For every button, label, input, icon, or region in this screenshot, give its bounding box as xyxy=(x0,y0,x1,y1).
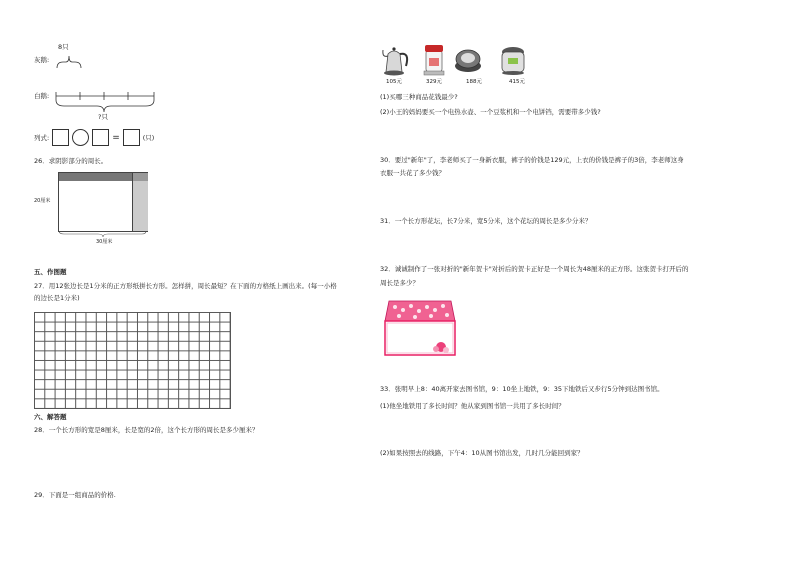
griddle-icon xyxy=(455,50,481,72)
section-5-title: 五、作图题 xyxy=(34,268,67,276)
gray-goose-label: 灰鹅: xyxy=(34,56,50,64)
grid-paper[interactable] xyxy=(34,312,231,409)
rice-cooker-icon xyxy=(502,47,524,75)
q33-sub2: (2)如果按照去的线路，下午4：10从图书馆出发，几时几分能回到家？ xyxy=(380,449,584,457)
q27-line2: 的边长是1分米) xyxy=(34,294,80,302)
height-label: 20厘米 xyxy=(34,198,51,204)
q27-line1: 27．用12张边长是1分米的正方形纸拼长方形。怎样拼，周长最短？在下面的方格纸上画出来。(每一小格 xyxy=(34,282,337,290)
price-cooker: 415元 xyxy=(509,79,525,85)
product-images xyxy=(380,40,540,80)
width-brace xyxy=(58,230,148,238)
q30-line1: 30．要过"新年"了，李老师买了一身新衣服，裤子的价钱是129元，上衣的价钱是裤子的3倍，李老师这身 xyxy=(380,156,684,164)
q33-text: 33．张明早上8：40离开家去图书馆，9：10坐上地铁，9：35下地铁后又步行5分钟到达图书馆。 xyxy=(380,385,664,393)
operator-circle[interactable] xyxy=(72,129,89,146)
formula-label: 列式: xyxy=(34,133,50,142)
q29-text: 29．下面是一组商品的价格. xyxy=(34,491,116,499)
bottom-brace xyxy=(56,100,154,112)
price-kettle: 105元 xyxy=(386,79,402,85)
juicer-icon xyxy=(424,45,444,75)
q30-line2: 衣服一共花了多少钱？ xyxy=(380,169,445,177)
greeting-card-image xyxy=(381,297,457,359)
top-count-label: 8只 xyxy=(58,43,69,51)
q33-sub1: (1)他坐地铁用了多长时间？他从家到图书馆一共用了多长时间？ xyxy=(380,402,565,410)
corner-shade xyxy=(133,173,148,181)
q31-text: 31．一个长方形花坛，长7分米，宽5分米，这个花坛的周长是多少分米？ xyxy=(380,217,592,225)
q26-text: 26．求阴影部分的周长。 xyxy=(34,157,108,165)
section-6-title: 六、解答题 xyxy=(34,413,67,421)
answer-box-2[interactable] xyxy=(92,129,109,146)
bottom-count-label: ?只 xyxy=(98,113,108,121)
width-label: 30厘米 xyxy=(96,239,113,245)
answer-box-3[interactable] xyxy=(123,129,140,146)
formula-row xyxy=(34,129,154,146)
equals-sign: = xyxy=(112,132,120,143)
unit-label: (只) xyxy=(142,133,155,142)
kettle-icon xyxy=(383,47,407,75)
right-column xyxy=(132,173,148,231)
shaded-right-strip xyxy=(133,181,148,231)
q29-sub1: (1)买哪三种商品花钱最少? xyxy=(380,93,458,101)
white-goose-label: 白鹅: xyxy=(34,92,50,100)
q26-figure xyxy=(58,172,148,232)
answer-box-1[interactable] xyxy=(52,129,69,146)
q29-sub2: (2)小王的妈妈要买一个电热水壶、一个豆浆机和一个电饼铛，需要带多少钱? xyxy=(380,108,601,116)
top-brace xyxy=(57,56,81,68)
shaded-top-strip xyxy=(59,173,132,181)
price-juicer: 329元 xyxy=(426,79,442,85)
segment-diagram xyxy=(52,50,162,120)
q32-line2: 周长是多少？ xyxy=(380,279,419,287)
q32-line1: 32．诚诚制作了一张对折的"新年贺卡"对折后的贺卡正好是一个周长为48厘米的正方形。这张贺卡打开后的 xyxy=(380,265,689,273)
price-griddle: 188元 xyxy=(466,79,482,85)
q28-text: 28．一个长方形的宽是8厘米，长是宽的2倍，这个长方形的周长是多少厘米？ xyxy=(34,426,259,434)
